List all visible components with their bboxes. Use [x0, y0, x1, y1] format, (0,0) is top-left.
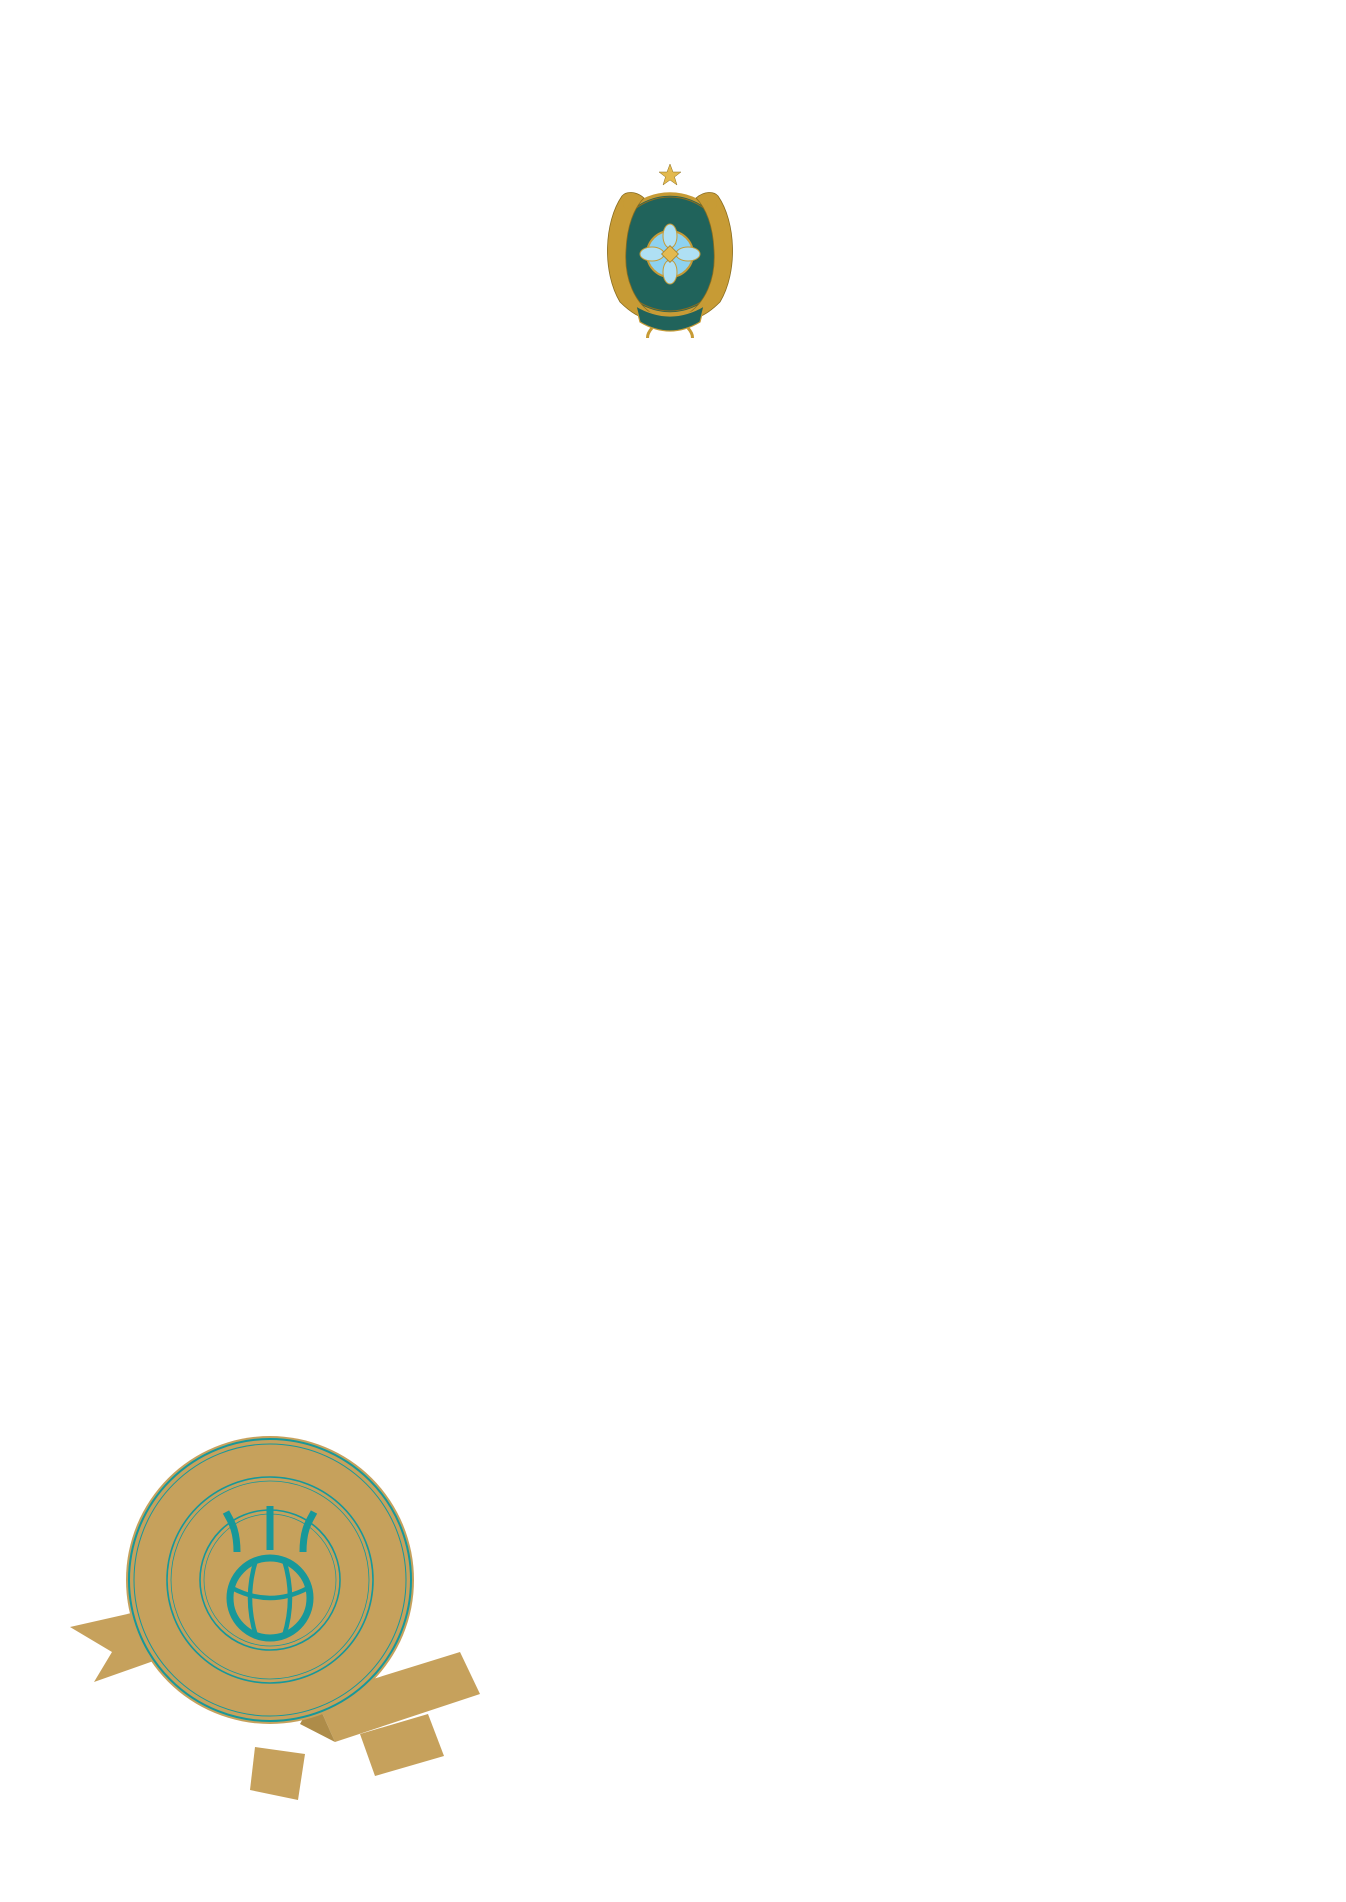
title-block [113, 446, 1233, 460]
emblem-star-icon [659, 164, 681, 185]
seal-disc [126, 1436, 414, 1724]
coat-of-arms-icon [592, 160, 748, 338]
official-seal [60, 1402, 490, 1822]
qr-code [1043, 1429, 1255, 1641]
